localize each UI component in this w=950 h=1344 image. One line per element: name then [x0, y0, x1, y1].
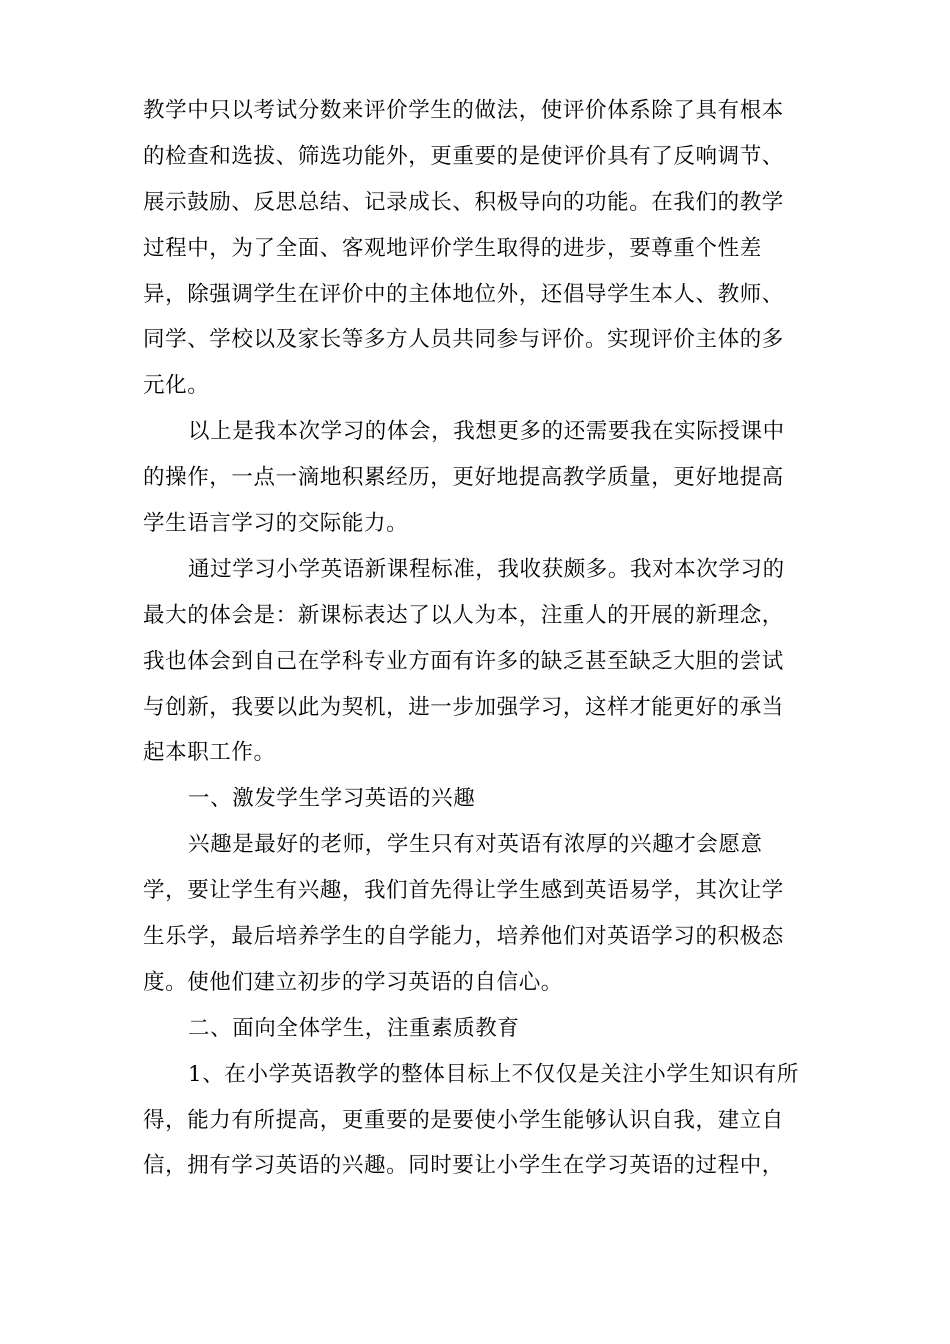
text-line: 异，除强调学生在评价中的主体地位外，还倡导学生本人、教师、 [143, 281, 784, 307]
section-heading: 二、面向全体学生，注重素质教育 [188, 1015, 520, 1041]
paragraph-first-line: 1、在小学英语教学的整体目标上不仅仅是关注小学生知识有所 [188, 1061, 799, 1087]
text-line: 的操作，一点一滴地积累经历，更好地提高教学质量，更好地提高 [143, 465, 784, 491]
text-line: 最大的体会是：新课标表达了以人为本，注重人的开展的新理念， [143, 602, 784, 628]
paragraph-first-line: 兴趣是最好的老师，学生只有对英语有浓厚的兴趣才会愿意 [188, 832, 763, 858]
text-line: 起本职工作。 [143, 740, 276, 766]
text-line: 学，要让学生有兴趣，我们首先得让学生感到英语易学，其次让学 [143, 878, 784, 904]
text-line: 得，能力有所提高，更重要的是要使小学生能够认识自我，建立自 [143, 1107, 784, 1133]
paragraph-first-line: 通过学习小学英语新课程标准，我收获颇多。我对本次学习的 [188, 556, 785, 582]
text-line: 度。使他们建立初步的学习英语的自信心。 [143, 969, 563, 995]
text-line: 我也体会到自己在学科专业方面有许多的缺乏甚至缺乏大胆的尝试 [143, 648, 784, 674]
text-line: 信，拥有学习英语的兴趣。同时要让小学生在学习英语的过程中， [143, 1153, 784, 1179]
text-line: 与创新，我要以此为契机，进一步加强学习，这样才能更好的承当 [143, 694, 784, 720]
text-line: 元化。 [143, 373, 210, 399]
text-line: 生乐学，最后培养学生的自学能力，培养他们对英语学习的积极态 [143, 924, 784, 950]
paragraph-first-line: 以上是我本次学习的体会，我想更多的还需要我在实际授课中 [188, 419, 785, 445]
text-line: 学生语言学习的交际能力。 [143, 511, 409, 537]
body-text [143, 88, 811, 1189]
text-line: 同学、学校以及家长等多方人员共同参与评价。实现评价主体的多 [143, 327, 784, 353]
text-line: 教学中只以考试分数来评价学生的做法，使评价体系除了具有根本 [143, 98, 784, 123]
text-line: 展示鼓励、反思总结、记录成长、积极导向的功能。在我们的教学 [143, 189, 784, 215]
text-line: 过程中，为了全面、客观地评价学生取得的进步，要尊重个性差 [143, 235, 762, 261]
section-heading: 一、激发学生学习英语的兴趣 [188, 786, 476, 812]
text-line: 的检查和选拔、筛选功能外，更重要的是使评价具有了反响调节、 [143, 143, 784, 169]
